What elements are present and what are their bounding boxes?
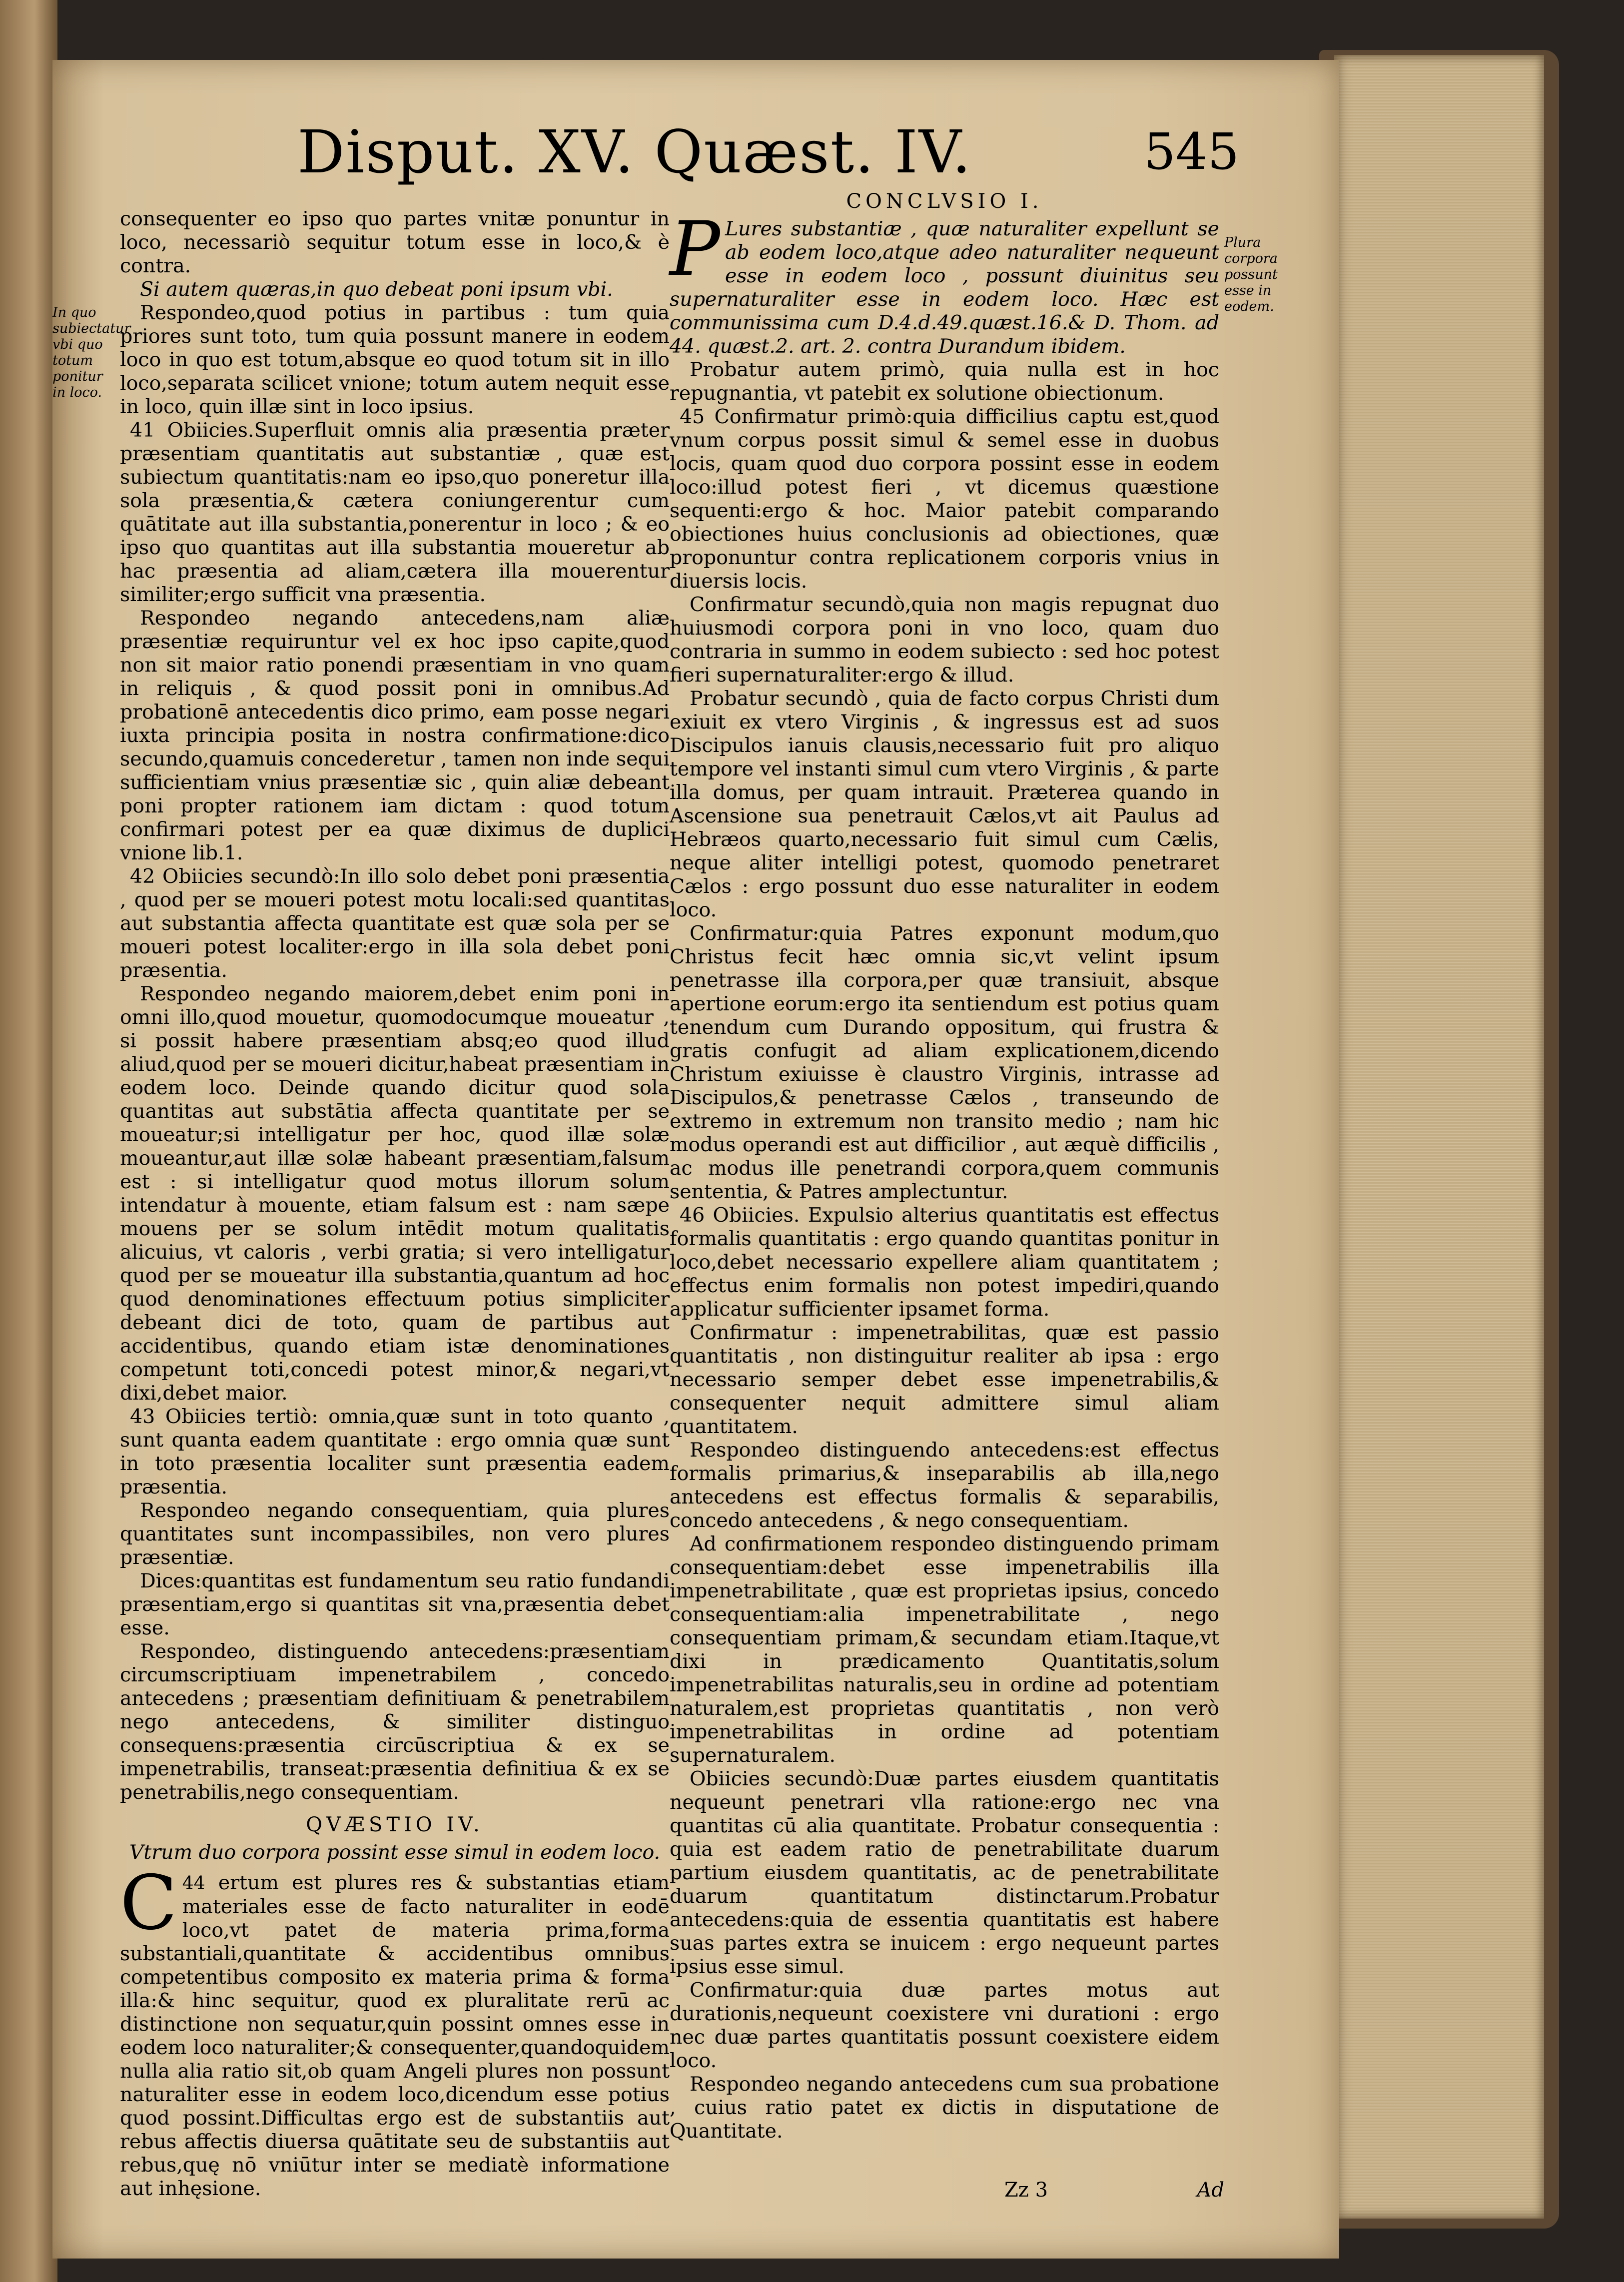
catchword: Ad xyxy=(1197,2179,1224,2202)
margin-note-left: In quo subiectatur vbi quo totum ponitur in loco. xyxy=(52,305,131,400)
paragraph-number: 44 xyxy=(182,1873,205,1894)
conclusio-text: Lures substantiæ , quæ naturaliter expellunt se ab eodem loco,atque adeo naturaliter nequeunt esse in eodem loco , possunt diuinitus seu supernaturaliter esse in eodem loco. Hæc est communissima cum D.4.d.49.quæst.16.& D. Thom. ad 44. quæst.2. art. 2. contra Durandum ibidem. xyxy=(670,217,1219,358)
paragraph: Respondeo,quod potius in partibus : tum quia priores sunt toto, tum quia possunt manere in eodem loco in quo est totum,absque eo quod totum sit in illo loco,separata scilicet vnione; totum autem nequit esse in loco, quin illæ sint in loco ipsius. xyxy=(120,301,670,418)
paragraph: Respondeo negando antecedens cum sua probatione , cuius ratio patet ex dictis in disputatione de Quantitate. xyxy=(670,2073,1219,2143)
paragraph: 45 Confirmatur primò:quia difficilius captu est,quod vnum corpus possit simul & semel esse in duobus locis, quam quod duo corpora possint esse in eodem loco:illud potest fieri , vt dicemus quæstione sequenti:ergo & hoc. Maior patebit comparando obiectiones huius conclusionis ad obiectiones, quæ proponuntur contra replicationem corporis vnius in diuersis locis. xyxy=(670,405,1219,593)
drop-cap: P xyxy=(670,206,720,293)
quaestio-heading: QVÆSTIO IV. xyxy=(306,1813,484,1836)
left-column xyxy=(120,207,670,2201)
paragraph: 43 Obiicies tertiò: omnia,quæ sunt in toto quanto , sunt quanta eadem quantitate : ergo omnia quæ sunt in toto præsentia localiter sunt præsentia eadem præsentia. xyxy=(120,1405,670,1499)
right-column xyxy=(670,190,1219,2143)
paragraph: Confirmatur secundò,quia non magis repugnat duo huiusmodi corpora poni in vno loco, quam duo contraria in summo in eodem subiecto : sed hoc potest fieri supernaturaliter:ergo & illud. xyxy=(670,593,1219,687)
paragraph: Respondeo distinguendo antecedens:est effectus formalis primarius,& inseparabilis ab illa,nego antecedens est effectus formalis & separabilis, concedo antecedens , & nego consequentiam. xyxy=(670,1439,1219,1532)
paragraph: 42 Obiicies secundò:In illo solo debet poni præsentia , quod per se moueri potest motu locali:sed quantitas aut substantia affecta quantitate est quæ sola per se moueri potest localiter:ergo in illa sola debet poni præsentia. xyxy=(120,865,670,982)
signature-mark: Zz 3 xyxy=(1004,2179,1048,2202)
running-header xyxy=(240,117,1239,197)
quaestio-text: ertum est plures res & substantias etiam materiales esse de facto naturaliter in eodē loco,vt patet de materia prima,forma substantiali,quantitate & accidentibus omnibus competentibus composito ex materia prima & forma illa:& hinc sequitur, quod ex pluralitate rerū ac distinctione non sequatur,quin possint omnes esse in eodem loco naturaliter;& consequenter,quandoquidem nulla alia ratio sit,ob quam Angeli plures non possunt naturaliter esse in eodem loco,dicendum esse potius quod possint.Difficultas ergo est de substantiis aut rebus affectis diuersa quātitate seu de substantiis aut rebus,quę nō vniūtur inter se mediatè informatione aut inhęsione. xyxy=(120,1871,670,2200)
paragraph: Probatur autem primò, quia nulla est in hoc repugnantia, vt patebit ex solutione obiectionum. xyxy=(670,358,1219,405)
paragraph: Probatur secundò , quia de facto corpus Christi dum exiuit ex vtero Virginis , & ingressus est ad suos Discipulos ianuis clausis,necessario fuit pro aliquo tempore vel instanti simul cum vtero Virginis , & parte illa domus, per quam intrauit. Præterea quando in Ascensione sua penetrauit Cælos,vt ait Paulus ad Hebræos quarto,necessario fuit simul cum Cælis, neque aliter intelligi potest, quomodo penetraret Cælos : ergo possunt duo esse naturaliter in eodem loco. xyxy=(670,687,1219,921)
paragraph: Si autem quæras,in quo debeat poni ipsum vbi. xyxy=(140,278,613,301)
paragraph: Dices:quantitas est fundamentum seu ratio fundandi præsentiam,ergo si quantitas sit vna,præsentia debet esse. xyxy=(120,1569,670,1639)
conclusio-paragraph xyxy=(670,206,1219,358)
paragraph: Confirmatur : impenetrabilitas, quæ est passio quantitatis , non distinguitur realiter ab ipsa : ergo necessario semper debet esse impenetrabilis,& consequenter nequit admittere simul aliam quantitatem. xyxy=(670,1321,1219,1438)
running-title: Disput. XV. Quæst. IV. xyxy=(297,117,972,186)
paragraph: Respondeo, distinguendo antecedens:præsentiam circumscriptiuam impenetrabilem , concedo antecedens ; præsentiam definitiuam & penetrabilem nego antecedens, & similiter distinguo consequens:præsentia circūscriptiua & ex se impenetrabilis, transeat:præsentia definitiua & ex se penetrabilis,nego consequentiam. xyxy=(120,1640,670,1804)
paragraph: 46 Obiicies. Expulsio alterius quantitatis est effectus formalis quantitatis : ergo quando quantitas ponitur in loco,debet necessario expellere aliam quantitatem ; effectus enim formalis non potest impediri,quando applicatur sufficienter ipsamet forma. xyxy=(670,1204,1219,1321)
drop-cap: C xyxy=(120,1860,177,1947)
paragraph: Respondeo negando consequentiam, quia plures quantitates sunt incompassibiles, non vero plures præsentiæ. xyxy=(120,1499,670,1569)
margin-note-right: Plura corpora possunt esse in eodem. xyxy=(1224,235,1278,314)
page-stack-edge xyxy=(1334,55,1544,2219)
conclusio-heading: CONCLVSIO I. xyxy=(846,190,1043,213)
facing-page-edge xyxy=(0,0,57,2282)
paragraph: consequenter eo ipso quo partes vnitæ ponuntur in loco, necessariò sequitur totum esse in loco,& è contra. xyxy=(120,207,670,277)
paragraph: 41 Obiicies.Superfluit omnis alia præsentia præter præsentiam quantitatis aut substantiæ , quæ est subiectum quantitatis:nam eo ipso,quo poneretur illa sola præsentia,& cætera coniungerentur cum quātitate aut illa substantia,ponerentur in loco ; & eo ipso quo quantitas aut illa substantia moueretur ab hac præsentia ad aliam,cætera illa mouerentur similiter;ergo sufficit vna præsentia. xyxy=(120,419,670,606)
quaestio-paragraph xyxy=(120,1860,670,2201)
quaestio-subheading: Vtrum duo corpora possint esse simul in eodem loco. xyxy=(129,1841,661,1864)
paragraph: Confirmatur:quia Patres exponunt modum,quo Christus fecit hæc omnia sic,vt velint ipsum penetrasse illa corpora,per quæ transiuit, absque apertione eorum:ergo ita sentiendum est potius quam tenendum cum Durando oppositum, qui frustra & gratis confugit ad aliam explicationem,dicendo Christum exiuisse è claustro Virginis, intrasse ad Discipulos,& penetrasse Cælos , transeundo de extremo in extremum non transito medio ; nam hic modus operandi est aut difficilior , aut æquè difficilis , ac modus ille penetrandi corpora,quem communis sententia, & Patres amplectuntur. xyxy=(670,922,1219,1203)
paragraph: Respondeo negando maiorem,debet enim poni in omni illo,quod mouetur, quomodocumque moueatur , si possit habere præsentiam absq;eo quod illud aliud,quod per se moueri dicitur,habeat præsentiam in eodem loco. Deinde quando dicitur quod sola quantitas aut substātia affecta quantitate per se moueatur;si intelligatur per hoc, quod illæ solæ moueantur,aut illæ solæ habeant præsentiam,falsum est : si intelligatur quod motus illorum solum intendatur à mouente, etiam falsum est : nam sæpe mouens per se solum intēdit motum qualitatis alicuius, vt caloris , verbi gratia; si vero intelligatur quod per se moueatur illa substantia,quantum ad hoc quod denominationes effectuum potius simpliciter debeant dici de toto, quam de partibus aut accidentibus, quando etiam istæ denominationes competunt toti,concedi potest minor,& negari,vt dixi,debet maior. xyxy=(120,982,670,1405)
page-number: 545 xyxy=(1144,122,1239,181)
paragraph: Obiicies secundò:Duæ partes eiusdem quantitatis nequeunt penetrari vlla ratione:ergo nec vna quantitas cū alia quantitate. Probatur consequentia : quia est eadem ratio de penetrabilitate duarum partium eiusdem quantitatis, ac de penetrabilitate duarum quantitatum distinctarum.Probatur antecedens:quia de essentia quantitatis est habere suas partes extra se inuicem : ergo nequeunt partes ipsius esse simul. xyxy=(670,1767,1219,1978)
paragraph: Confirmatur:quia duæ partes motus aut durationis,nequeunt coexistere vni durationi : ergo nec duæ partes quantitatis possunt coexistere eidem loco. xyxy=(670,1979,1219,2072)
paragraph: Respondeo negando antecedens,nam aliæ præsentiæ requiruntur vel ex hoc ipso capite,quod non sit maior ratio ponendi præsentiam in vno quam in reliquis , & quod possit poni in omnibus.Ad probationē antecedentis dico primo, eam posse negari iuxta principia posita in nostra confirmatione:dico secundo,quamuis concederetur , tamen non inde sequi sufficientiam vnius præsentiæ sic , quin aliæ debeant poni propter rationem iam dictam : quod totum confirmari potest per ea quæ diximus de duplici vnione lib.1. xyxy=(120,607,670,864)
paragraph: Ad confirmationem respondeo distinguendo primam consequentiam:debet esse impenetrabilis illa impenetrabilitate , quæ est proprietas ipsius, concedo consequentiam:alia impenetrabilitate , nego consequentiam primam,& secundam etiam.Itaque,vt dixi in prædicamento Quantitatis,solum impenetrabilitas naturalis,seu in ordine ad potentiam naturalem,est proprietas quantitatis , non verò impenetrabilitas in ordine ad potentiam supernaturalem. xyxy=(670,1532,1219,1767)
